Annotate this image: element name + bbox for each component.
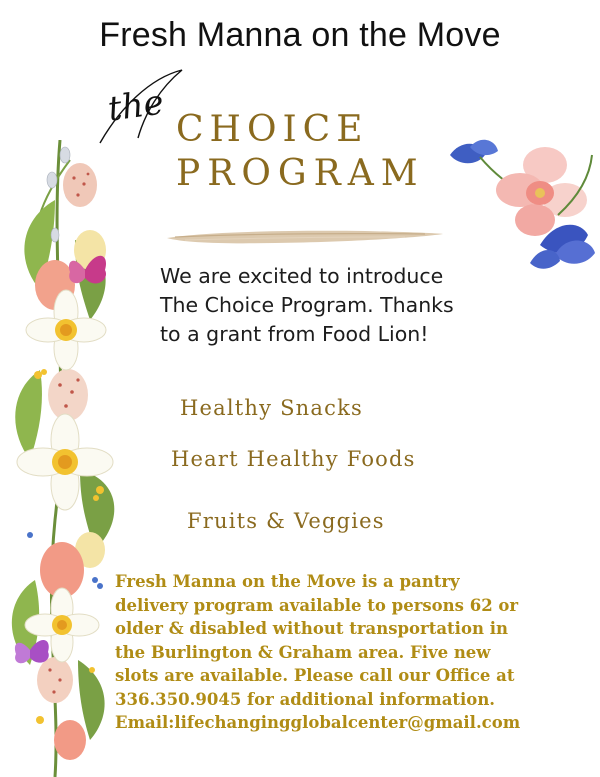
brush-stroke-divider [165,228,445,246]
script-the-word: the [105,82,167,130]
description-line: slots are available. Please call our Office at [115,666,515,685]
description-line: delivery program available to persons 62 or [115,595,519,615]
choice-heading: CHOICE [176,109,369,150]
description-line: Fresh Manna on the Move is a pantry [115,572,460,591]
page-title: Fresh Manna on the Move [99,16,501,54]
description-line: older & disabled without transportation in [115,619,508,638]
description-line: 336.350.9045 for additional information. [115,689,496,709]
spring-flowers-icon [440,135,600,275]
intro-line: We are excited to introduce [160,264,444,288]
program-heading: PROGRAM [176,153,425,194]
offering-healthy-snacks: Healthy Snacks [180,396,363,420]
offering-heart-healthy-foods: Heart Healthy Foods [171,447,416,471]
floral-easter-border-icon [0,140,140,777]
offering-fruits-veggies: Fruits & Veggies [187,509,385,533]
description-paragraph [115,570,595,735]
intro-paragraph [160,262,550,349]
description-line: the Burlington & Graham area. Five new [115,642,491,662]
intro-line: to a grant from Food Lion! [160,322,429,346]
intro-line: The Choice Program. Thanks [160,293,454,317]
email-line: Email:lifechangingglobalcenter@gmail.com [115,713,521,732]
